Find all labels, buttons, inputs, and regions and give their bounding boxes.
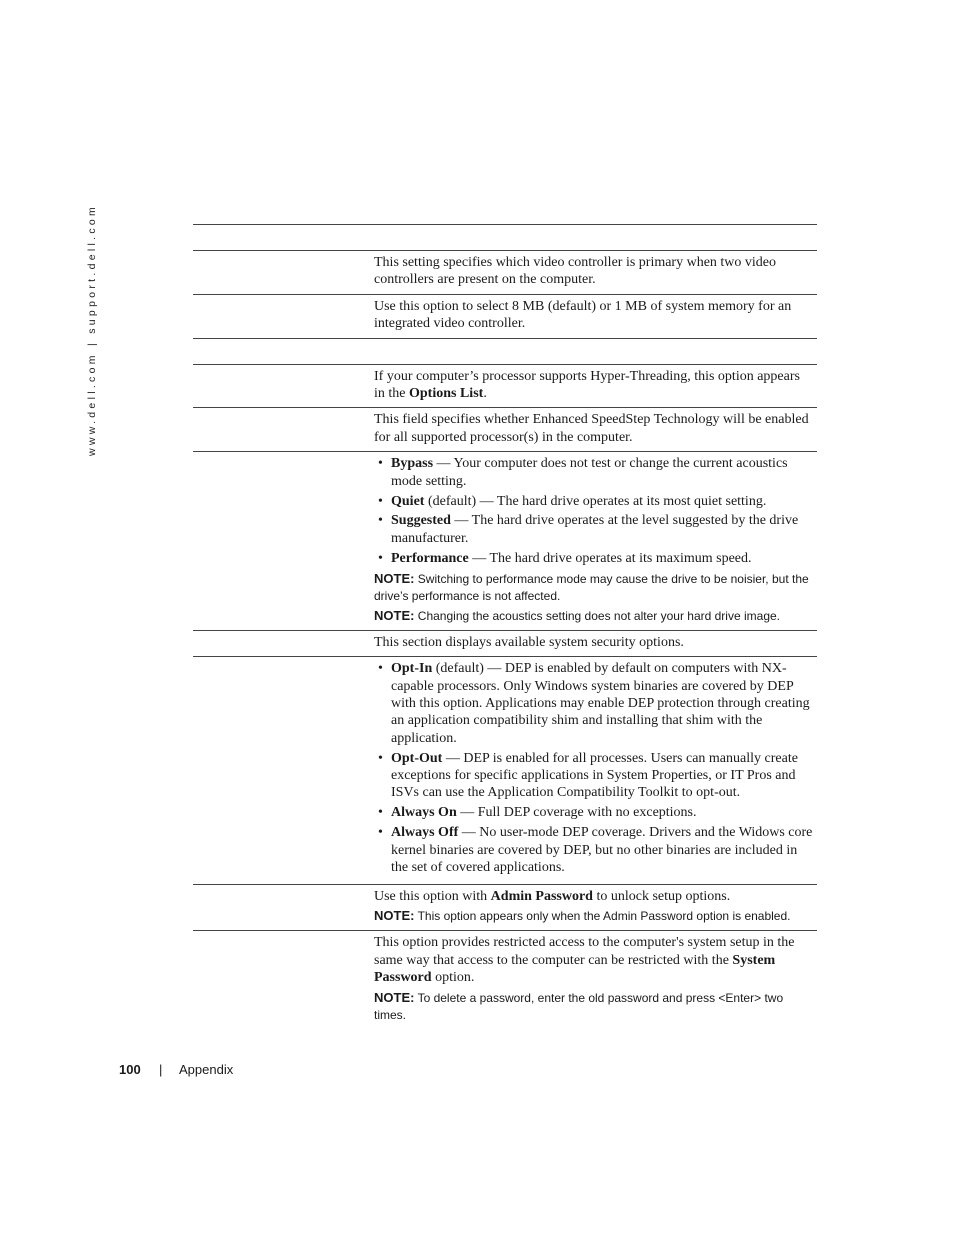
row-security xyxy=(193,631,817,657)
row-speedstep xyxy=(193,408,817,452)
list-item: • Suggested — The hard drive operates at the level suggested by the drive manufacturer. xyxy=(374,512,813,547)
note: NOTE: Changing the acoustics setting does not alter your hard drive image. xyxy=(374,607,780,623)
row-dep xyxy=(193,657,817,885)
footer-separator: | xyxy=(159,1062,163,1077)
row-admin-password xyxy=(193,885,817,931)
row-video-memory xyxy=(193,295,817,339)
list-item: • Bypass — Your computer does not test or change the current acoustics mode setting. xyxy=(374,455,813,490)
section-row-empty xyxy=(193,339,817,365)
note: NOTE: To delete a password, enter the old password and press <Enter> two times. xyxy=(374,989,784,1022)
list-item: • Always On — Full DEP coverage with no exceptions. xyxy=(374,804,813,821)
settings-table xyxy=(193,224,817,1029)
footer-section: Appendix xyxy=(179,1062,234,1077)
list-item: • Opt-In (default) — DEP is enabled by default on computers with NX-capable processors. Only Windows system binaries are covered by DEP with this option. Applications may enable DEP protection through creating an application compatibility shim and installing that shim with the application. xyxy=(374,660,813,747)
note: NOTE: Switching to performance mode may cause the drive to be noisier, but the drive’s performance is not affected. xyxy=(374,570,809,603)
row-description: This section displays available system security options. xyxy=(374,634,684,650)
row-description: Use this option with Admin Password to unlock setup options. xyxy=(374,888,731,904)
row-description: This field specifies whether Enhanced SpeedStep Technology will be enabled for all supported processor(s) in the computer. xyxy=(374,412,809,445)
acoustics-list xyxy=(374,455,813,567)
row-description: If your computer’s processor supports Hyper-Threading, this option appears in the Options List. xyxy=(374,368,800,402)
row-acoustics xyxy=(193,452,817,630)
side-url: www.dell.com | support.dell.com xyxy=(86,203,98,456)
note: NOTE: This option appears only when the Admin Password option is enabled. xyxy=(374,908,791,924)
row-description: Use this option to select 8 MB (default) or 1 MB of system memory for an integrated video controller. xyxy=(374,298,792,332)
row-hyperthreading xyxy=(193,365,817,409)
list-item: • Performance — The hard drive operates at its maximum speed. xyxy=(374,550,813,567)
list-item: • Always Off — No user-mode DEP coverage. Drivers and the Widows core kernel binaries are covered by DEP, but no other binaries are included in the set of covered applications. xyxy=(374,824,813,876)
row-system-password xyxy=(193,931,817,1028)
row-description: This setting specifies which video controller is primary when two video controllers are present on the computer. xyxy=(374,255,777,288)
page-number: 100 xyxy=(119,1062,141,1077)
list-item: • Opt-Out — DEP is enabled for all processes. Users can manually create exceptions for specific applications in System Properties, or IT Pros and ISVs can use the Application Compatibility Toolkit to opt-out. xyxy=(374,750,813,802)
table-header-row xyxy=(193,225,817,251)
row-primary-video xyxy=(193,251,817,295)
page-footer xyxy=(119,1062,234,1077)
list-item: • Quiet (default) — The hard drive operates at its most quiet setting. xyxy=(374,493,813,510)
dep-list xyxy=(374,660,813,876)
row-description: This option provides restricted access to the computer's system setup in the same way that access to the computer can be restricted with the System Password option. xyxy=(374,935,795,986)
